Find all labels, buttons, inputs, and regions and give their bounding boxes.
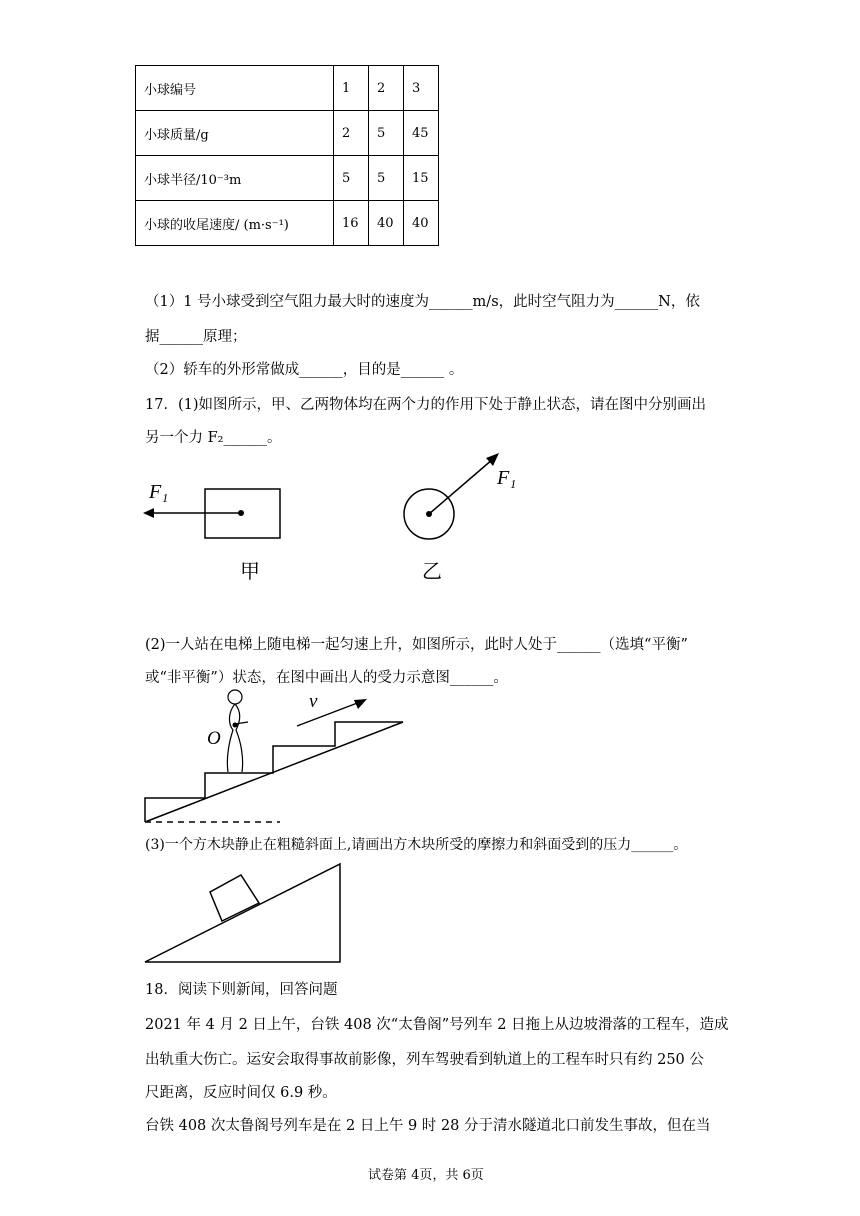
table-cell: 5	[369, 111, 404, 156]
q16-line-1: （1）1 号小球受到空气阻力最大时的速度为______m/s，此时空气阻力为______N，依	[145, 294, 700, 310]
q18-line-4: 尺距离，反应时间仅 6.9 秒。	[145, 1085, 337, 1101]
q17-line-1: 17．(1)如图所示，甲、乙两物体均在两个力的作用下处于静止状态，请在图中分别画出	[145, 397, 706, 413]
table-cell: 40	[404, 201, 439, 246]
table-cell: 5	[334, 156, 369, 201]
q16-line-2: 据______原理；	[145, 329, 247, 345]
table-cell: 5	[369, 156, 404, 201]
table-cell: 40	[369, 201, 404, 246]
q17-part2-line-2: 或“非平衡”）状态，在图中画出人的受力示意图______。	[145, 670, 508, 686]
table-cell: 小球的收尾速度/ (m·s⁻¹)	[136, 201, 334, 246]
escalator-incline	[145, 722, 403, 822]
table-cell: 1	[334, 66, 369, 111]
escalator-figure	[145, 690, 403, 822]
caption-jia: 甲	[240, 559, 260, 583]
table-cell: 45	[404, 111, 439, 156]
force-label-yi: F₁	[497, 467, 517, 489]
point-o-label: O	[207, 728, 221, 749]
q17-line-2: 另一个力 F₂______。	[145, 430, 282, 446]
center-of-mass-point	[233, 723, 238, 728]
table-cell: 2	[369, 66, 404, 111]
wooden-block	[210, 875, 259, 921]
table-cell: 2	[334, 111, 369, 156]
q18-line-5: 台铁 408 次太鲁阁号列车是在 2 日上午 9 时 28 分于清水隧道北口前发生事故，但在当	[145, 1118, 711, 1134]
force-label-jia: F₁	[149, 481, 169, 503]
q17-part2-line-1: (2)一人站在电梯上随电梯一起匀速上升，如图所示，此时人处于______（选填“平衡”	[145, 637, 688, 653]
caption-yi: 乙	[422, 559, 442, 583]
table-cell: 3	[404, 66, 439, 111]
person-head	[228, 690, 242, 704]
velocity-arrowhead	[354, 699, 367, 709]
force-arrow-yi	[429, 459, 493, 514]
point-jia	[238, 510, 244, 516]
q18-line-1: 18．阅读下则新闻，回答问题	[145, 982, 338, 998]
q17-part3-line: (3)一个方木块静止在粗糙斜面上,请画出方木块所受的摩擦力和斜面受到的压力______。	[145, 837, 688, 853]
page-footer: 试卷第 4页，共 6页	[368, 1168, 484, 1183]
person-body	[227, 704, 242, 772]
table-cell: 16	[334, 201, 369, 246]
arrowhead-jia	[143, 508, 154, 518]
velocity-label: v	[309, 691, 318, 712]
table-cell: 小球质量/g	[136, 111, 334, 156]
q18-line-3: 出轨重大伤亡。运安会取得事故前影像，列车驾驶看到轨道上的工程车时只有约 250 公	[145, 1052, 704, 1068]
table-cell: 小球半径/10⁻³m	[136, 156, 334, 201]
table-cell: 15	[404, 156, 439, 201]
incline-block-figure	[145, 864, 340, 962]
q16-line-3: （2）轿车的外形常做成______，目的是______ 。	[145, 362, 464, 378]
table-cell: 小球编号	[136, 66, 334, 111]
q18-line-2: 2021 年 4 月 2 日上午，台铁 408 次“太鲁阁”号列车 2 日拖上从边坡滑落的工程车，造成	[145, 1017, 729, 1033]
